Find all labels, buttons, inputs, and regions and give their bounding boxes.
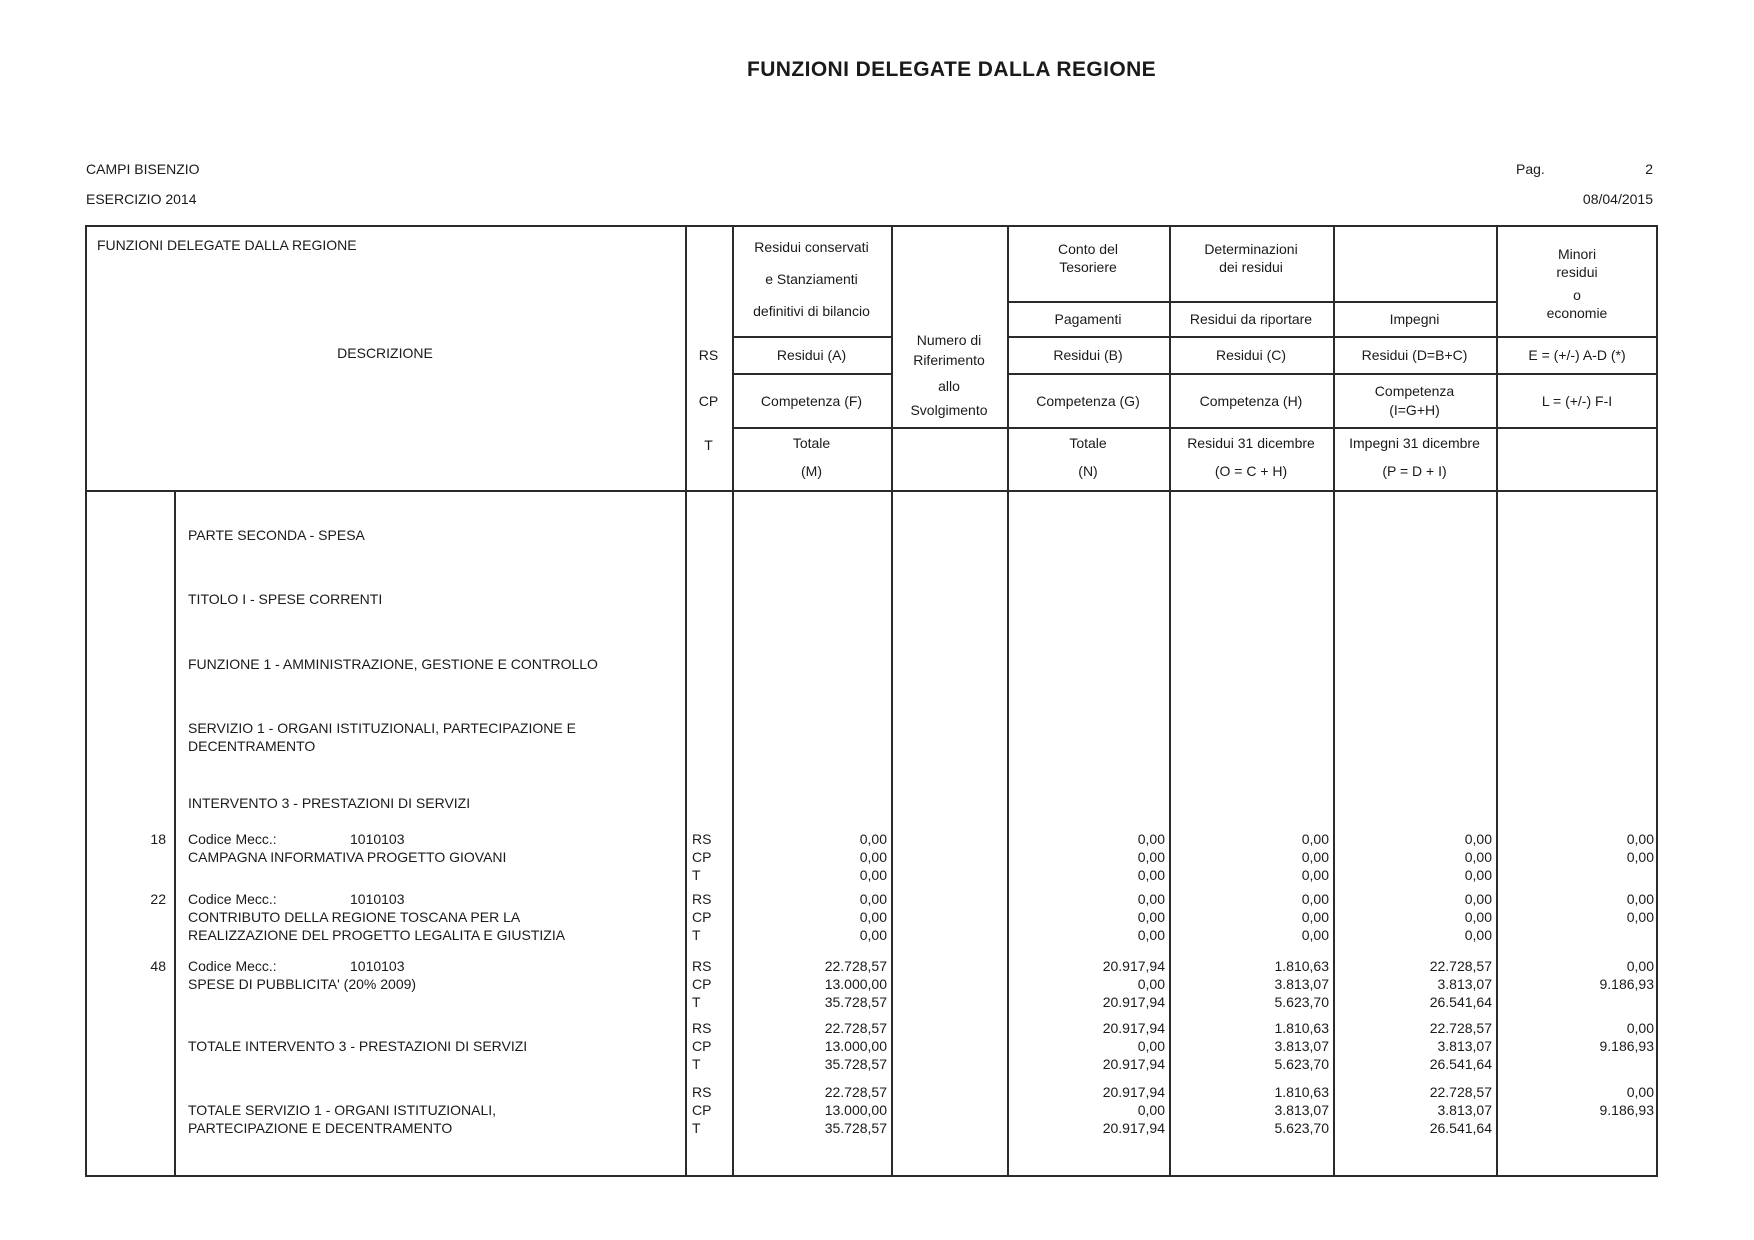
column-header-t: T	[704, 437, 713, 453]
entry-code-label: Codice Mecc.:	[188, 891, 277, 907]
value-residui-conservati: 13.000,00	[824, 1038, 887, 1054]
column-header-minori: economie	[1546, 305, 1608, 321]
entry-description: SPESE DI PUBBLICITA' (20% 2009)	[188, 976, 417, 992]
column-header-group-title: FUNZIONI DELEGATE DALLA REGIONE	[97, 237, 357, 253]
grid-line	[732, 336, 891, 338]
value-determinazioni: 1.810,63	[1274, 1020, 1329, 1036]
column-header-numero-riferimento: Svolgimento	[910, 402, 988, 418]
value-residui-conservati: 0,00	[859, 927, 887, 943]
entry-number: 22	[150, 891, 166, 907]
value-conto-tesoriere: 0,00	[1137, 976, 1165, 992]
column-header-formula-e: E = (+/-) A-D (*)	[1528, 347, 1626, 363]
column-header-conto-tesoriere: Conto del	[1058, 241, 1118, 257]
row-type-label: RS	[692, 958, 712, 974]
value-residui-conservati: 22.728,57	[824, 958, 887, 974]
grid-line	[1169, 225, 1171, 1177]
value-impegni: 0,00	[1464, 891, 1492, 907]
value-conto-tesoriere: 20.917,94	[1102, 1120, 1165, 1136]
column-header-residui-31-dicembre: (O = C + H)	[1214, 463, 1288, 479]
grid-line	[1007, 301, 1496, 303]
column-header-cp: CP	[698, 393, 719, 409]
row-type-label: T	[692, 994, 701, 1010]
value-residui-conservati: 0,00	[859, 831, 887, 847]
value-impegni: 26.541,64	[1429, 1120, 1492, 1136]
value-determinazioni: 0,00	[1301, 927, 1329, 943]
report-title: FUNZIONI DELEGATE DALLA REGIONE	[747, 58, 1157, 81]
row-type-label: RS	[692, 891, 712, 907]
value-impegni: 22.728,57	[1429, 1020, 1492, 1036]
value-impegni: 26.541,64	[1429, 1056, 1492, 1072]
entry-code-label: Codice Mecc.:	[188, 831, 277, 847]
column-header-totale-m: Totale	[792, 435, 831, 451]
municipality-name: CAMPI BISENZIO	[86, 161, 200, 177]
column-header-residui-conservati: e Stanziamenti	[765, 271, 858, 287]
value-conto-tesoriere: 20.917,94	[1102, 1020, 1165, 1036]
column-header-totale-m: (M)	[801, 463, 822, 479]
column-header-impegni-31-dicembre: (P = D + I)	[1382, 463, 1447, 479]
grid-line	[732, 427, 1658, 429]
value-impegni: 22.728,57	[1429, 958, 1492, 974]
value-determinazioni: 1.810,63	[1274, 1084, 1329, 1100]
column-header-residui-c: Residui (C)	[1215, 347, 1286, 363]
column-header-determinazioni: Determinazioni	[1204, 241, 1298, 257]
entry-description: TOTALE SERVIZIO 1 - ORGANI ISTITUZIONALI,	[188, 1102, 497, 1118]
column-header-residui-31-dicembre: Residui 31 dicembre	[1187, 435, 1315, 451]
column-header-residui-conservati: definitivi di bilancio	[753, 303, 870, 319]
value-minori: 0,00	[1626, 958, 1654, 974]
value-minori: 0,00	[1626, 1084, 1654, 1100]
entry-description: CAMPAGNA INFORMATIVA PROGETTO GIOVANI	[188, 849, 507, 865]
value-residui-conservati: 22.728,57	[824, 1020, 887, 1036]
value-impegni: 0,00	[1464, 849, 1492, 865]
value-determinazioni: 0,00	[1301, 831, 1329, 847]
column-header-descrizione: DESCRIZIONE	[337, 345, 433, 361]
column-header-pagamenti: Pagamenti	[1054, 311, 1122, 327]
page-label: Pag.	[1516, 161, 1545, 177]
column-header-minori: residui	[1556, 264, 1598, 280]
value-impegni: 3.813,07	[1437, 976, 1492, 992]
entry-number: 18	[150, 831, 166, 847]
value-conto-tesoriere: 0,00	[1137, 867, 1165, 883]
column-header-determinazioni: dei residui	[1219, 259, 1283, 275]
column-header-impegni: Impegni	[1389, 311, 1440, 327]
entry-code-value: 1010103	[350, 958, 405, 974]
value-residui-conservati: 22.728,57	[824, 1084, 887, 1100]
value-residui-conservati: 35.728,57	[824, 1056, 887, 1072]
section-heading: INTERVENTO 3 - PRESTAZIONI DI SERVIZI	[188, 795, 471, 811]
column-header-minori: o	[1573, 287, 1581, 303]
value-minori: 0,00	[1626, 831, 1654, 847]
value-conto-tesoriere: 0,00	[1137, 1102, 1165, 1118]
column-header-residui-a: Residui (A)	[776, 347, 847, 363]
column-header-rs: RS	[698, 347, 719, 363]
grid-line	[1007, 336, 1658, 338]
row-type-label: CP	[692, 849, 712, 865]
value-minori: 0,00	[1626, 909, 1654, 925]
column-header-numero-riferimento: Riferimento	[913, 352, 985, 368]
grid-line	[1007, 373, 1658, 375]
column-header-numero-riferimento: allo	[938, 378, 960, 394]
section-heading: FUNZIONE 1 - AMMINISTRAZIONE, GESTIONE E CONTROLLO	[188, 656, 598, 672]
value-residui-conservati: 0,00	[859, 849, 887, 865]
report-date: 08/04/2015	[1582, 191, 1653, 207]
row-type-label: RS	[692, 1084, 712, 1100]
value-impegni: 0,00	[1464, 831, 1492, 847]
column-header-residui-b: Residui (B)	[1053, 347, 1123, 363]
column-header-formula-l: L = (+/-) F-I	[1541, 393, 1613, 409]
column-header-impegni-31-dicembre: Impegni 31 dicembre	[1349, 435, 1480, 451]
row-type-label: CP	[692, 1038, 712, 1054]
value-determinazioni: 3.813,07	[1274, 976, 1329, 992]
page-number: 2	[1645, 161, 1653, 177]
entry-description: CONTRIBUTO DELLA REGIONE TOSCANA PER LA	[188, 909, 521, 925]
value-residui-conservati: 0,00	[859, 909, 887, 925]
value-impegni: 0,00	[1464, 867, 1492, 883]
value-determinazioni: 3.813,07	[1274, 1102, 1329, 1118]
value-minori: 9.186,93	[1599, 1038, 1654, 1054]
value-impegni: 0,00	[1464, 927, 1492, 943]
value-impegni: 26.541,64	[1429, 994, 1492, 1010]
column-header-residui-conservati: Residui conservati	[754, 239, 869, 255]
value-conto-tesoriere: 0,00	[1137, 909, 1165, 925]
entry-code-label: Codice Mecc.:	[188, 958, 277, 974]
value-conto-tesoriere: 20.917,94	[1102, 958, 1165, 974]
value-minori: 0,00	[1626, 891, 1654, 907]
column-header-minori: Minori	[1557, 246, 1597, 262]
column-header-conto-tesoriere: Tesoriere	[1059, 259, 1117, 275]
column-header-competenza-h: Competenza (H)	[1199, 393, 1303, 409]
entry-number: 48	[150, 958, 166, 974]
value-conto-tesoriere: 0,00	[1137, 927, 1165, 943]
value-minori: 9.186,93	[1599, 976, 1654, 992]
value-determinazioni: 5.623,70	[1274, 1056, 1329, 1072]
value-determinazioni: 5.623,70	[1274, 1120, 1329, 1136]
value-conto-tesoriere: 20.917,94	[1102, 1084, 1165, 1100]
column-header-competenza-i: Competenza	[1374, 383, 1455, 399]
column-header-totale-n: Totale	[1069, 435, 1107, 451]
grid-line	[1333, 225, 1335, 1177]
grid-line	[174, 490, 176, 1177]
value-residui-conservati: 35.728,57	[824, 994, 887, 1010]
value-residui-conservati: 0,00	[859, 891, 887, 907]
value-minori: 9.186,93	[1599, 1102, 1654, 1118]
row-type-label: T	[692, 1120, 701, 1136]
entry-code-value: 1010103	[350, 891, 405, 907]
row-type-label: CP	[692, 1102, 712, 1118]
value-determinazioni: 0,00	[1301, 891, 1329, 907]
row-type-label: T	[692, 927, 701, 943]
entry-description: PARTECIPAZIONE E DECENTRAMENTO	[188, 1120, 453, 1136]
entry-description: REALIZZAZIONE DEL PROGETTO LEGALITA E GIUSTIZIA	[188, 927, 566, 943]
column-header-numero-riferimento: Numero di	[916, 332, 982, 348]
value-residui-conservati: 13.000,00	[824, 976, 887, 992]
value-impegni: 22.728,57	[1429, 1084, 1492, 1100]
value-minori: 0,00	[1626, 1020, 1654, 1036]
column-header-totale-n: (N)	[1078, 463, 1098, 479]
grid-line	[732, 373, 891, 375]
value-minori: 0,00	[1626, 849, 1654, 865]
value-impegni: 3.813,07	[1437, 1038, 1492, 1054]
row-type-label: CP	[692, 909, 712, 925]
value-conto-tesoriere: 0,00	[1137, 1038, 1165, 1054]
row-type-label: RS	[692, 1020, 712, 1036]
value-determinazioni: 0,00	[1301, 909, 1329, 925]
value-conto-tesoriere: 0,00	[1137, 849, 1165, 865]
exercise-year: ESERCIZIO 2014	[86, 191, 197, 207]
column-header-residui-d: Residui (D=B+C)	[1361, 347, 1468, 363]
section-heading: PARTE SECONDA - SPESA	[188, 527, 365, 543]
value-residui-conservati: 0,00	[859, 867, 887, 883]
section-heading: DECENTRAMENTO	[188, 738, 316, 754]
value-determinazioni: 0,00	[1301, 867, 1329, 883]
row-type-label: T	[692, 1056, 701, 1072]
value-conto-tesoriere: 0,00	[1137, 891, 1165, 907]
row-type-label: CP	[692, 976, 712, 992]
value-impegni: 3.813,07	[1437, 1102, 1492, 1118]
column-header-competenza-f: Competenza (F)	[760, 393, 863, 409]
section-heading: TITOLO I - SPESE CORRENTI	[188, 591, 383, 607]
column-header-residui-da-riportare: Residui da riportare	[1189, 311, 1313, 327]
row-type-label: T	[692, 867, 701, 883]
value-impegni: 0,00	[1464, 909, 1492, 925]
value-residui-conservati: 35.728,57	[824, 1120, 887, 1136]
column-header-competenza-g: Competenza (G)	[1036, 393, 1140, 409]
value-determinazioni: 3.813,07	[1274, 1038, 1329, 1054]
grid-line	[85, 490, 1658, 492]
entry-code-value: 1010103	[350, 831, 405, 847]
value-conto-tesoriere: 20.917,94	[1102, 1056, 1165, 1072]
value-determinazioni: 0,00	[1301, 849, 1329, 865]
entry-description: TOTALE INTERVENTO 3 - PRESTAZIONI DI SERVIZI	[188, 1038, 528, 1054]
section-heading: SERVIZIO 1 - ORGANI ISTITUZIONALI, PARTECIPAZIONE E	[188, 720, 576, 736]
column-header-competenza-i: (I=G+H)	[1389, 402, 1440, 418]
value-conto-tesoriere: 0,00	[1137, 831, 1165, 847]
grid-line	[1496, 225, 1498, 1177]
grid-line	[1007, 225, 1009, 1177]
value-determinazioni: 1.810,63	[1274, 958, 1329, 974]
grid-line	[685, 225, 687, 1177]
value-residui-conservati: 13.000,00	[824, 1102, 887, 1118]
value-conto-tesoriere: 20.917,94	[1102, 994, 1165, 1010]
row-type-label: RS	[692, 831, 712, 847]
value-determinazioni: 5.623,70	[1274, 994, 1329, 1010]
